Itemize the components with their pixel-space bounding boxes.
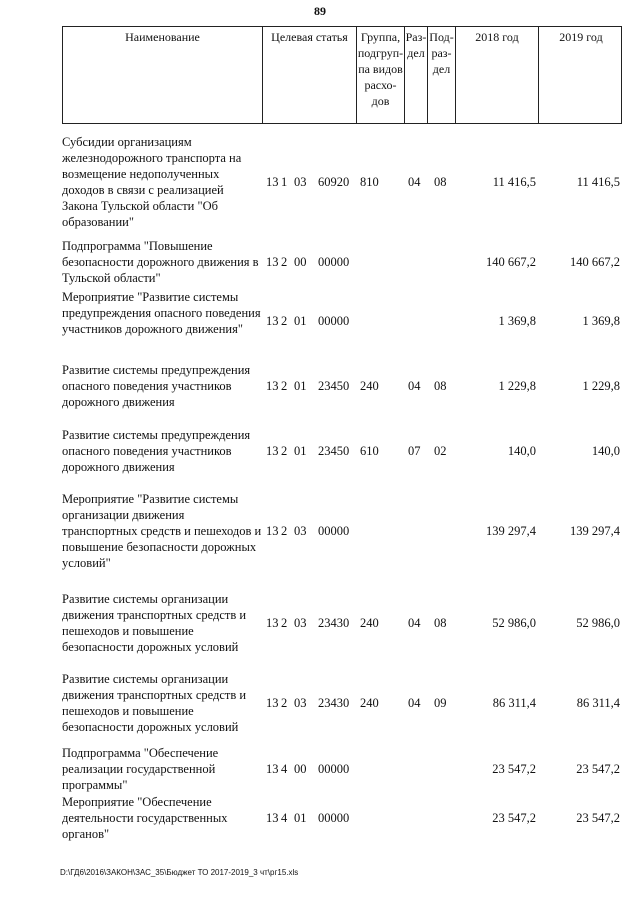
row-podrazdel: 08 bbox=[434, 379, 447, 393]
page-number: 89 bbox=[314, 4, 326, 18]
row-target-direction: 60920 bbox=[318, 175, 350, 189]
header-target: Целевая статья bbox=[263, 27, 357, 123]
budget-table bbox=[62, 26, 622, 841]
row-2019: 23 547,2 bbox=[576, 762, 620, 776]
header-podrazdel: Под-раз-дел bbox=[428, 27, 456, 123]
row-group: 240 bbox=[360, 616, 379, 630]
row-target-program: 13 bbox=[266, 444, 279, 458]
header-2019: 2019 год bbox=[559, 30, 603, 44]
row-2018: 11 416,5 bbox=[492, 175, 536, 189]
row-name: Развитие системы предупреждения опасного поведения участников дорожного движения bbox=[62, 363, 251, 409]
row-2019: 140,0 bbox=[591, 444, 620, 458]
row-2018: 86 311,4 bbox=[492, 696, 536, 710]
row-target-subprogram: 1 bbox=[281, 175, 288, 189]
row-target-direction: 00000 bbox=[318, 811, 350, 825]
row-target-direction: 23450 bbox=[318, 379, 350, 393]
row-target-event: 00 bbox=[294, 255, 307, 269]
row-target-subprogram: 2 bbox=[281, 616, 288, 630]
row-target-event: 03 bbox=[294, 616, 307, 630]
row-group: 610 bbox=[360, 444, 379, 458]
header-2018: 2018 год bbox=[456, 27, 539, 123]
table-row bbox=[62, 134, 622, 230]
row-2018: 1 229,8 bbox=[498, 379, 536, 393]
row-name: Развитие системы организации движения транспортных средств и пешеходов и повышение безопасности дорожных условий bbox=[62, 672, 247, 734]
row-target-event: 03 bbox=[294, 524, 307, 538]
row-target-event: 01 bbox=[294, 444, 307, 458]
row-name: Мероприятие "Обеспечение деятельности государственных органов" bbox=[62, 795, 228, 841]
table-row bbox=[62, 591, 622, 655]
row-razdel: 07 bbox=[408, 444, 421, 458]
row-name: Подпрограмма "Повышение безопасности дорожного движения в Тульской области" bbox=[62, 239, 259, 285]
row-name: Развитие системы организации движения транспортных средств и пешеходов и повышение безопасности дорожных условий bbox=[62, 592, 247, 654]
row-2019: 1 369,8 bbox=[582, 314, 620, 328]
row-target-program: 13 bbox=[266, 379, 279, 393]
row-razdel: 04 bbox=[408, 696, 421, 710]
row-name: Подпрограмма "Обеспечение реализации государственной программы" bbox=[62, 746, 219, 792]
row-target-subprogram: 4 bbox=[281, 811, 288, 825]
row-2019: 52 986,0 bbox=[576, 616, 620, 630]
header-name: Наименование bbox=[63, 27, 263, 123]
row-target-event: 03 bbox=[294, 175, 307, 189]
row-2019: 1 229,8 bbox=[582, 379, 620, 393]
row-target-direction: 23430 bbox=[318, 616, 350, 630]
table-row bbox=[62, 794, 622, 842]
row-2018: 23 547,2 bbox=[492, 762, 536, 776]
row-target-subprogram: 2 bbox=[281, 444, 288, 458]
row-razdel: 04 bbox=[408, 175, 421, 189]
row-target-program: 13 bbox=[266, 811, 279, 825]
table-row bbox=[62, 427, 622, 475]
row-2018: 140,0 bbox=[507, 444, 536, 458]
row-target-program: 13 bbox=[266, 616, 279, 630]
row-2018: 139 297,4 bbox=[486, 524, 536, 538]
row-target-program: 13 bbox=[266, 524, 279, 538]
table-header bbox=[62, 26, 622, 124]
row-2019: 86 311,4 bbox=[576, 696, 620, 710]
row-target-direction: 00000 bbox=[318, 524, 350, 538]
row-target-direction: 00000 bbox=[318, 255, 350, 269]
table-row bbox=[62, 238, 622, 286]
row-target-subprogram: 2 bbox=[281, 379, 288, 393]
row-2019: 23 547,2 bbox=[576, 811, 620, 825]
row-name: Мероприятие "Развитие системы организации движения транспортных средств и пешеходов и повышение безопасности дорожных условий" bbox=[62, 492, 262, 570]
row-target-subprogram: 4 bbox=[281, 762, 288, 776]
row-target-direction: 23430 bbox=[318, 696, 350, 710]
row-target-subprogram: 2 bbox=[281, 314, 288, 328]
row-name: Развитие системы предупреждения опасного поведения участников дорожного движения bbox=[62, 428, 251, 474]
row-target-subprogram: 2 bbox=[281, 255, 288, 269]
row-2019: 139 297,4 bbox=[570, 524, 620, 538]
row-podrazdel: 08 bbox=[434, 175, 447, 189]
row-name: Мероприятие "Развитие системы предупреждения опасного поведения участников дорожного движения" bbox=[62, 290, 261, 336]
row-group: 810 bbox=[360, 175, 379, 189]
row-2018: 1 369,8 bbox=[498, 314, 536, 328]
row-2018: 140 667,2 bbox=[486, 255, 536, 269]
row-group: 240 bbox=[360, 696, 379, 710]
row-target-event: 01 bbox=[294, 314, 307, 328]
row-target-event: 00 bbox=[294, 762, 307, 776]
row-target-event: 01 bbox=[294, 379, 307, 393]
row-2019: 140 667,2 bbox=[570, 255, 620, 269]
row-target-program: 13 bbox=[266, 696, 279, 710]
row-name: Субсидии организациям железнодорожного транспорта на возмещение недополученных доходов в связи с реализацией Закона Тульской области "Об образовании" bbox=[62, 135, 242, 229]
row-target-event: 03 bbox=[294, 696, 307, 710]
row-target-direction: 00000 bbox=[318, 762, 350, 776]
row-target-program: 13 bbox=[266, 255, 279, 269]
table-row bbox=[62, 491, 622, 571]
row-target-event: 01 bbox=[294, 811, 307, 825]
row-target-program: 13 bbox=[266, 314, 279, 328]
table-row bbox=[62, 289, 622, 353]
row-target-direction: 23450 bbox=[318, 444, 350, 458]
row-2018: 23 547,2 bbox=[492, 811, 536, 825]
row-target-program: 13 bbox=[266, 762, 279, 776]
row-2018: 52 986,0 bbox=[492, 616, 536, 630]
row-target-subprogram: 2 bbox=[281, 524, 288, 538]
row-target-direction: 00000 bbox=[318, 314, 350, 328]
row-2019: 11 416,5 bbox=[576, 175, 620, 189]
row-razdel: 04 bbox=[408, 379, 421, 393]
row-target-subprogram: 2 bbox=[281, 696, 288, 710]
row-podrazdel: 09 bbox=[434, 696, 447, 710]
row-razdel: 04 bbox=[408, 616, 421, 630]
header-razdel: Раз-дел bbox=[405, 27, 428, 123]
table-row bbox=[62, 745, 622, 793]
row-group: 240 bbox=[360, 379, 379, 393]
row-target-program: 13 bbox=[266, 175, 279, 189]
file-path-footer: D:\ГД6\2016\ЗАКОН\ЗАС_35\Бюджет ТО 2017-2019_3 чт\рг15.xls bbox=[60, 868, 299, 877]
table-row bbox=[62, 671, 622, 735]
header-group: Группа, подгруп-па видов расхо-дов bbox=[357, 27, 405, 123]
row-podrazdel: 02 bbox=[434, 444, 447, 458]
table-row bbox=[62, 362, 622, 410]
row-podrazdel: 08 bbox=[434, 616, 447, 630]
